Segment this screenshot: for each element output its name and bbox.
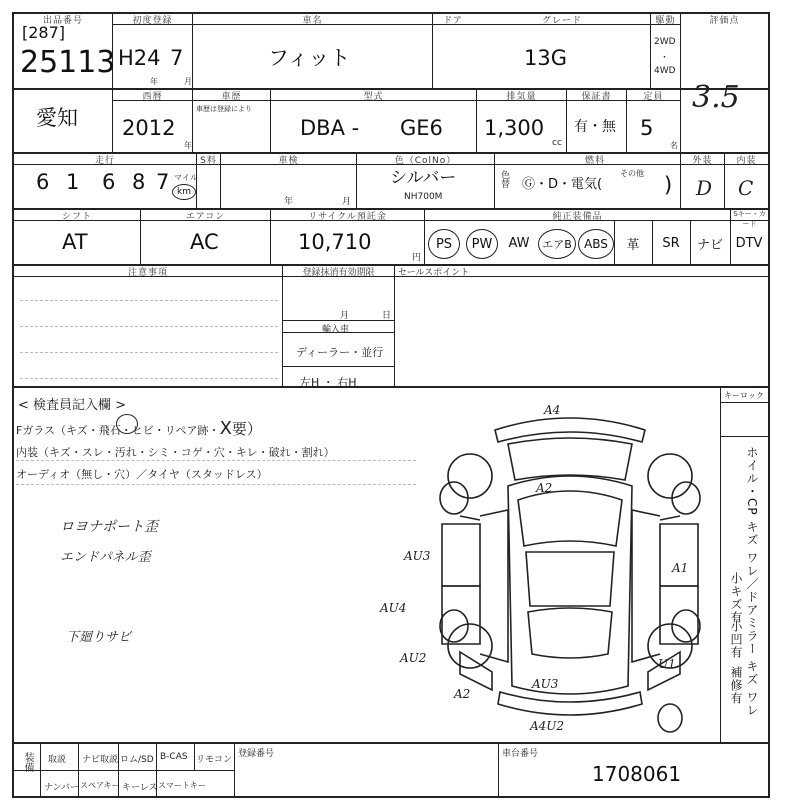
fuel-close: ) bbox=[664, 173, 673, 197]
lot-label: 出品番号 bbox=[42, 16, 83, 26]
year-value: 2012 bbox=[122, 116, 176, 140]
exterior-value: D bbox=[696, 176, 713, 200]
first-reg-year-unit: 年 bbox=[150, 77, 158, 86]
grade-value: 13G bbox=[524, 46, 567, 70]
mileage-digit: 1 bbox=[66, 170, 80, 194]
year-suffix: 年 bbox=[184, 141, 192, 150]
footer-item: 取説 bbox=[48, 755, 67, 765]
notes-mid-c bbox=[282, 366, 395, 367]
car-diagram bbox=[380, 396, 720, 742]
footer-item: キーレス bbox=[122, 783, 158, 793]
mileage-digit: 7 bbox=[156, 170, 170, 194]
footer-equip-label: 装備 bbox=[22, 752, 33, 772]
equip-dtv-text: DTV bbox=[735, 235, 763, 251]
glass-end: 要） bbox=[231, 420, 262, 438]
footer-item: リモコン bbox=[196, 755, 233, 765]
drive-4wd: 4WD bbox=[654, 66, 676, 76]
drive-dot: ・ bbox=[660, 53, 670, 63]
glass-circle bbox=[116, 414, 138, 434]
recycle-unit: 円 bbox=[412, 253, 422, 263]
cc-value: 1,300 bbox=[484, 116, 545, 140]
mileage-digit: 6 bbox=[102, 170, 116, 194]
meter-label: S料 bbox=[200, 156, 217, 166]
first-reg-era: H24 bbox=[118, 46, 161, 70]
model-code: GE6 bbox=[400, 116, 443, 140]
handwritten-note: エンドパネル歪 bbox=[60, 550, 151, 565]
equip-navi bbox=[694, 229, 726, 257]
frame-left bbox=[12, 12, 14, 798]
equip-aw-text: AW bbox=[508, 235, 530, 251]
equip-label: 純正装備品 bbox=[552, 212, 603, 222]
year-label: 西暦 bbox=[142, 92, 163, 102]
footer-item: ナビ取説 bbox=[82, 755, 119, 765]
fuel-other: その他 bbox=[620, 169, 644, 178]
ac-value: AC bbox=[190, 230, 219, 254]
first-reg-month: 7 bbox=[170, 46, 184, 70]
mileage-unit-mile: マイル bbox=[174, 173, 198, 182]
side-col1: 小キズ有 bbox=[729, 572, 743, 624]
mileage-digit: 6 bbox=[36, 170, 50, 194]
equip-airbag-text: エアB bbox=[542, 238, 572, 251]
drive-2wd: 2WD bbox=[654, 37, 676, 47]
capacity-value: 5 bbox=[640, 116, 654, 140]
ac-label: エアコン bbox=[185, 212, 226, 222]
region: 愛知 bbox=[36, 106, 78, 130]
vline-notes-b bbox=[394, 264, 395, 387]
vline-footer-a bbox=[40, 742, 41, 798]
color-label: 色（ColNo） bbox=[394, 156, 457, 166]
exterior-label: 外装 bbox=[692, 156, 713, 166]
interior-value: C bbox=[738, 176, 754, 200]
caution-label: 注意事項 bbox=[127, 268, 168, 278]
import-value: ディーラー・並行 bbox=[296, 346, 384, 359]
first-reg-month-unit: 月 bbox=[184, 77, 192, 86]
equip-leather bbox=[618, 229, 648, 257]
inspector-line bbox=[16, 460, 416, 461]
keylock-line bbox=[720, 402, 769, 403]
equip-dtv bbox=[732, 229, 766, 257]
side-col2: 小凹有 bbox=[729, 620, 743, 659]
lot-number: 25113 bbox=[20, 45, 116, 80]
model-prefix: DBA - bbox=[300, 116, 360, 140]
mileage-unit-km bbox=[172, 184, 196, 200]
recycle-label: リサイクル預託金 bbox=[308, 212, 387, 222]
lot-bracket: [287] bbox=[22, 23, 66, 42]
mark-a4u2-rear: A4U2 bbox=[530, 719, 565, 733]
vline-footer-b bbox=[234, 742, 235, 798]
reg-label: 登録番号 bbox=[238, 749, 275, 759]
drive-label: 駆動 bbox=[655, 16, 676, 26]
inspector-line bbox=[16, 484, 416, 485]
handwritten-note: 下廻りサビ bbox=[66, 630, 132, 645]
door-label: ドア bbox=[443, 16, 463, 26]
keylock-box-bottom bbox=[720, 436, 769, 437]
equip-abs bbox=[578, 229, 614, 259]
vline-a bbox=[112, 12, 113, 153]
mark-au2-left: AU2 bbox=[400, 651, 427, 665]
vline-r3d bbox=[494, 152, 495, 209]
vline-footer-c bbox=[498, 742, 499, 798]
mark-au3-rear: AU3 bbox=[532, 677, 559, 691]
color-name: シルバー bbox=[390, 168, 457, 188]
smartkey-label: Sキー・カード bbox=[733, 210, 766, 228]
inspection-year: 年 bbox=[284, 197, 294, 207]
footer-top bbox=[12, 742, 769, 744]
footer-mid bbox=[12, 770, 234, 771]
mark-a4-front: A4 bbox=[544, 403, 561, 417]
vline-r4f bbox=[690, 220, 691, 265]
inspection-month: 月 bbox=[342, 197, 352, 207]
import-label: 輸入車 bbox=[322, 325, 350, 335]
footer-item: スマートキー bbox=[158, 781, 206, 790]
side-col3: 補修有 bbox=[729, 666, 743, 705]
color-code: NH700M bbox=[404, 192, 443, 202]
mark-a2-rear: A2 bbox=[454, 687, 471, 701]
chassis-label: 車台番号 bbox=[502, 749, 539, 759]
side-vertical-text: ホイル・CP キズ ワレ／ドアミラー キズ ワレ bbox=[745, 446, 759, 717]
warranty-value: 有・無 bbox=[574, 119, 616, 135]
caution-line bbox=[20, 300, 278, 301]
vline-r4e bbox=[652, 220, 653, 265]
warranty-label: 保証書 bbox=[581, 92, 612, 102]
inspector-title: < 検査員記入欄 > bbox=[18, 398, 127, 413]
mileage-unit-km-text: km bbox=[177, 187, 191, 197]
deadline-month: 月 bbox=[340, 311, 350, 321]
mileage-label: 走行 bbox=[94, 156, 115, 166]
glass-text: Fガラス（キズ・飛石・ヒビ・リペア跡・ bbox=[16, 424, 220, 437]
inspection-label: 車検 bbox=[278, 156, 299, 166]
equip-aw bbox=[504, 229, 534, 257]
equip-ps bbox=[428, 229, 460, 259]
audio-line: オーディオ（無し・穴）／タイヤ（スタッドレス） bbox=[16, 468, 268, 481]
mileage-digit: 8 bbox=[132, 170, 146, 194]
vline-footer-c4 bbox=[194, 742, 195, 770]
cc-unit: cc bbox=[552, 138, 562, 148]
cc-label: 排気量 bbox=[506, 92, 537, 102]
glass-line bbox=[16, 418, 262, 439]
handle-value: 左H ・ 右H bbox=[300, 376, 357, 389]
deadline-label: 登録抹消有効期限 bbox=[302, 268, 375, 278]
score-label: 評価点 bbox=[709, 16, 740, 26]
equip-sr bbox=[656, 229, 686, 257]
interior-line: 内装（キズ・スレ・汚れ・シミ・コゲ・穴・キレ・破れ・割れ） bbox=[16, 446, 335, 459]
mark-au4-left: AU4 bbox=[380, 601, 407, 615]
grade-label: グレード bbox=[541, 16, 582, 26]
notes-mid-a bbox=[282, 320, 395, 321]
handwritten-note: ロヨナポート歪 bbox=[60, 519, 158, 535]
vline-notes-a bbox=[282, 264, 283, 387]
capacity-unit: 名 bbox=[670, 141, 678, 150]
equip-navi-text: ナビ bbox=[696, 237, 723, 253]
car-name: フィット bbox=[268, 46, 351, 70]
fuel-label: 燃料 bbox=[584, 156, 605, 166]
frame-bottom bbox=[12, 796, 769, 798]
mark-a1-right: A1 bbox=[672, 561, 689, 575]
equip-pw bbox=[466, 229, 498, 259]
mark-a2-roof: A2 bbox=[536, 481, 553, 495]
score-value: 3.5 bbox=[692, 80, 740, 115]
body-note: 車歴は登録により bbox=[196, 105, 252, 113]
footer-item: ロム/SD bbox=[120, 755, 154, 765]
equip-pw-text: PW bbox=[471, 236, 493, 252]
caution-line bbox=[20, 326, 278, 327]
glass-mark: X bbox=[219, 418, 232, 439]
capacity-label: 定員 bbox=[643, 92, 664, 102]
chassis-number: 1708061 bbox=[592, 762, 682, 786]
vline-r4d bbox=[614, 220, 615, 265]
footer-item: ナンバー bbox=[44, 783, 79, 793]
equip-airbag bbox=[538, 229, 576, 259]
equip-leather-text: 革 bbox=[626, 237, 640, 253]
frame-right bbox=[768, 12, 770, 798]
keylock-label: キーロック bbox=[724, 391, 764, 400]
vline-keylock bbox=[720, 386, 721, 743]
fuel-value: Ⓖ・D・電気( bbox=[522, 177, 603, 192]
caution-line bbox=[20, 352, 278, 353]
mark-au3-left: AU3 bbox=[404, 549, 431, 563]
footer-item: B-CAS bbox=[160, 752, 188, 762]
body-label: 車歴 bbox=[221, 92, 242, 102]
notes-bottom bbox=[12, 386, 769, 388]
first-reg-label: 初度登録 bbox=[132, 16, 173, 26]
sales-label: セールスポイント bbox=[398, 268, 470, 278]
equip-ps-text: PS bbox=[435, 236, 453, 252]
equip-sr-text: SR bbox=[662, 235, 680, 251]
model-label: 型式 bbox=[363, 92, 384, 102]
vline-b bbox=[192, 12, 193, 153]
deadline-day: 日 bbox=[382, 311, 392, 321]
vline-i bbox=[680, 12, 681, 153]
shift-value: AT bbox=[62, 230, 88, 254]
name-label: 車名 bbox=[302, 16, 323, 26]
shift-label: シフト bbox=[61, 212, 92, 222]
mark-u1-right: U1 bbox=[658, 657, 676, 671]
caution-line bbox=[20, 378, 278, 379]
equip-abs-text: ABS bbox=[584, 237, 608, 251]
interior-label: 内装 bbox=[736, 156, 757, 166]
color-side: 色替 bbox=[499, 170, 509, 188]
recycle-value: 10,710 bbox=[298, 230, 372, 254]
footer-item: スペアキー bbox=[80, 781, 120, 790]
